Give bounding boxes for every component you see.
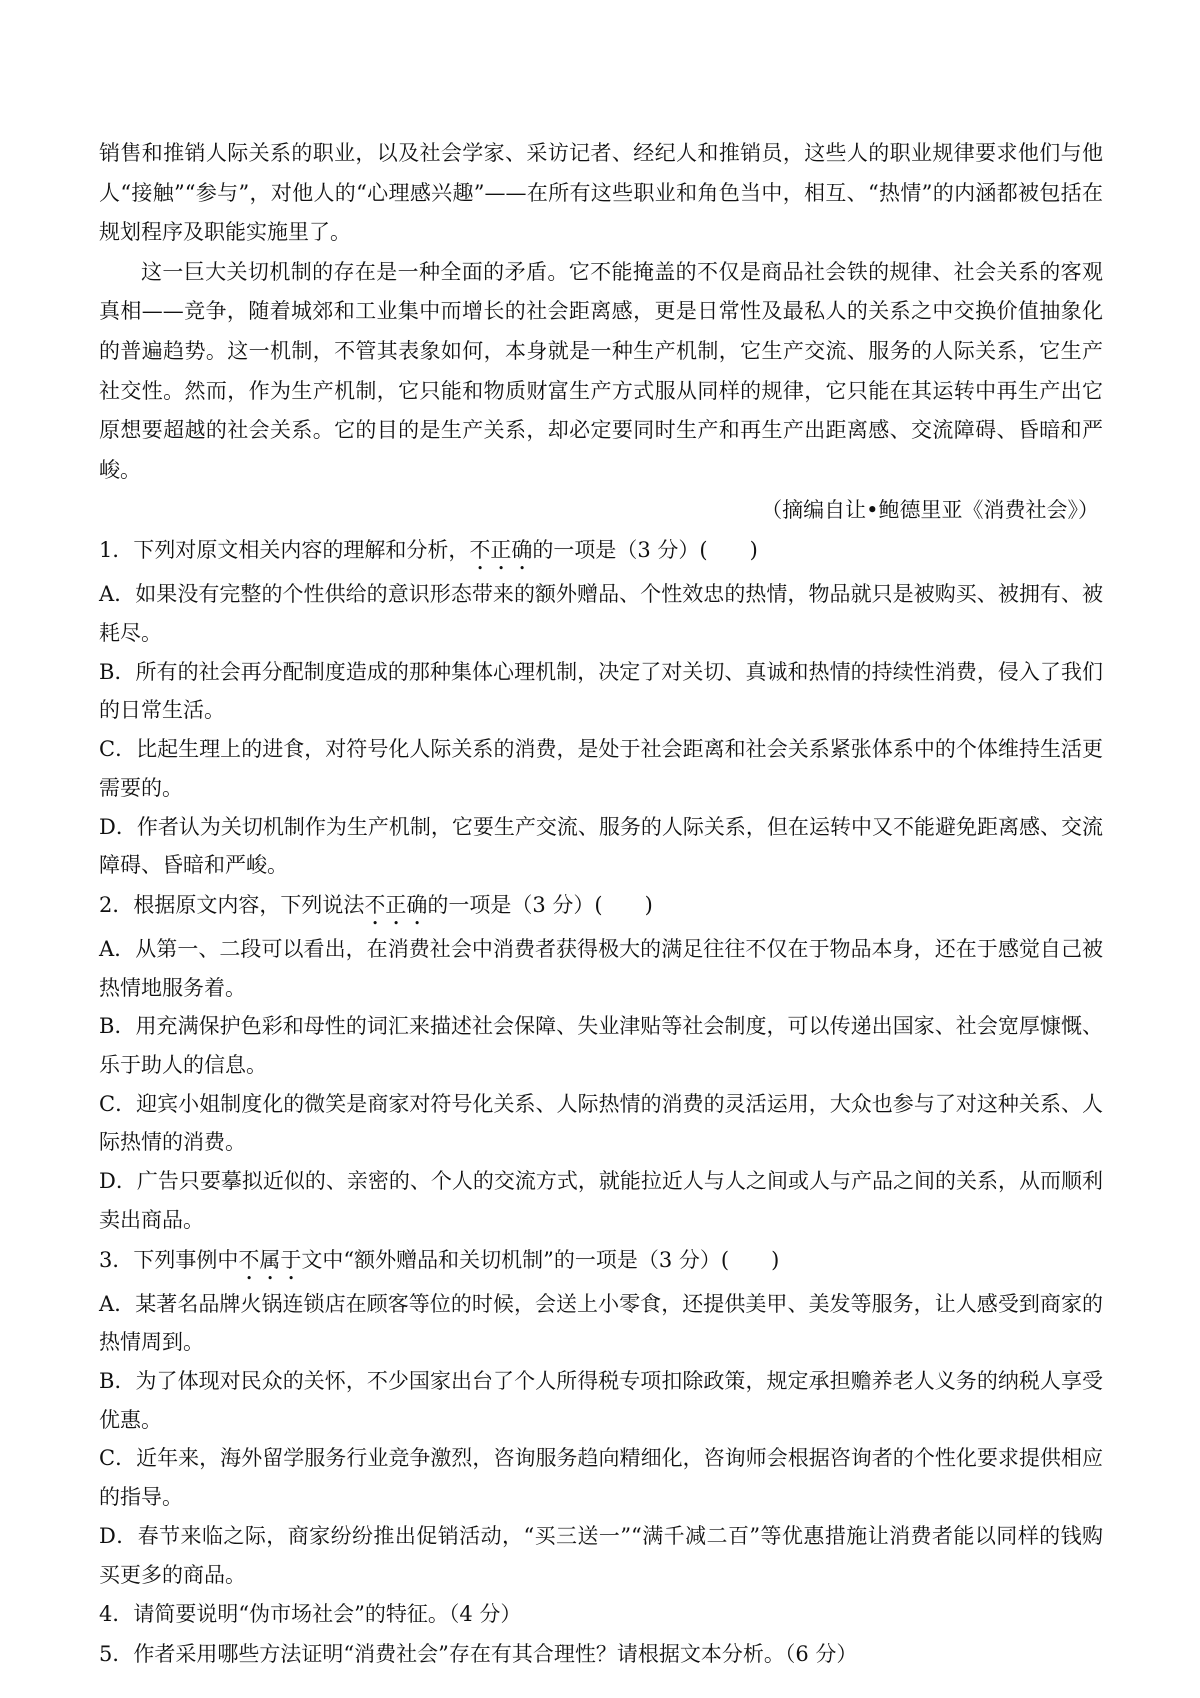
question-2-text: 2．根据原文内容，下列说法 bbox=[99, 892, 365, 917]
question-1-option-b: B．所有的社会再分配制度造成的那种集体心理机制，决定了对关切、真诚和热情的持续性消费，侵入了我们的日常生活。 bbox=[99, 659, 1103, 723]
question-3-text: 3．下列事例中 bbox=[99, 1247, 239, 1272]
passage-source: （摘编自让•鲍德里亚《消费社会》） bbox=[761, 498, 1099, 523]
question-1-text: 1．下列对原文相关内容的理解和分析， bbox=[99, 538, 470, 563]
question-1-tail: 的一项是（3 分）( ) bbox=[532, 538, 758, 563]
question-2-stem bbox=[99, 885, 1103, 930]
question-2-option-b: B．用充满保护色彩和母性的词汇来描述社会保障、失业津贴等社会制度，可以传递出国家、社会宽厚慷慨、乐于助人的信息。 bbox=[99, 1014, 1103, 1078]
exam-page bbox=[99, 134, 1103, 1674]
question-1-emphasis: 不正确 bbox=[469, 538, 533, 563]
question-1-option-c: C．比起生理上的进食，对符号化人际关系的消费，是处于社会距离和社会关系紧张体系中的个体维持生活更需要的。 bbox=[99, 737, 1103, 800]
question-3-option-a: A．某著名品牌火锅连锁店在顾客等位的时候，会送上小零食，还提供美甲、美发等服务，让人感受到商家的热情周到。 bbox=[99, 1291, 1103, 1355]
question-2-option-a: A．从第一、二段可以看出，在消费社会中消费者获得极大的满足往往不仅在于物品本身，还在于感觉自己被热情地服务着。 bbox=[99, 936, 1103, 1000]
question-4-stem: 4．请简要说明“伪市场社会”的特征。（4 分） bbox=[99, 1602, 522, 1627]
question-1-stem bbox=[99, 530, 1103, 575]
question-3-tail: 文中“额外赠品和关切机制”的一项是（3 分）( ) bbox=[301, 1247, 780, 1272]
question-3-emphasis: 不属于 bbox=[238, 1247, 302, 1272]
passage-paragraph-2: 这一巨大关切机制的存在是一种全面的矛盾。它不能掩盖的不仅是商品社会铁的规律、社会关系的客观真相——竞争，随着城郊和工业集中而增长的社会距离感，更是日常性及最私人的关系之中交换价值抽象化的普遍趋势。这一机制，不管其表象如何，本身就是一种生产机制，它生产交流、服务的人际关系，它生产社交性。然而，作为生产机制，它只能和物质财富生产方式服从同样的规律，它只能在其运转中再生产出它原想要超越的社会关系。它的目的是生产关系，却必定要同时生产和再生产出距离感、交流障碍、昏暗和严峻。 bbox=[99, 259, 1103, 482]
question-1-option-d: D．作者认为关切机制作为生产机制，它要生产交流、服务的人际关系，但在运转中又不能避免距离感、交流障碍、昏暗和严峻。 bbox=[99, 814, 1103, 878]
question-3-option-d: D．春节来临之际，商家纷纷推出促销活动，“买三送一”“满千减二百”等优惠措施让消费者能以同样的钱购买更多的商品。 bbox=[99, 1523, 1103, 1587]
question-3-stem bbox=[99, 1240, 1103, 1285]
question-2-option-c: C．迎宾小姐制度化的微笑是商家对符号化关系、人际热情的消费的灵活运用，大众也参与了对这种关系、人际热情的消费。 bbox=[99, 1091, 1103, 1155]
question-2-emphasis: 不正确 bbox=[364, 892, 428, 917]
question-1-option-a: A．如果没有完整的个性供给的意识形态带来的额外赠品、个性效忠的热情，物品就只是被购买、被拥有、被耗尽。 bbox=[99, 582, 1103, 646]
question-2-option-d: D．广告只要摹拟近似的、亲密的、个人的交流方式，就能拉近人与人之间或人与产品之间的关系，从而顺利卖出商品。 bbox=[99, 1169, 1103, 1232]
passage-paragraph-1: 销售和推销人际关系的职业，以及社会学家、采访记者、经纪人和推销员，这些人的职业规律要求他们与他人“接触”“参与”，对他人的“心理感兴趣”——在所有这些职业和角色当中，相互、“热情”的内涵都被包括在规划程序及职能实施里了。 bbox=[99, 141, 1103, 245]
question-5-stem: 5．作者采用哪些方法证明“消费社会”存在有其合理性？请根据文本分析。（6 分） bbox=[99, 1642, 858, 1667]
question-3-option-b: B．为了体现对民众的关怀，不少国家出台了个人所得税专项扣除政策，规定承担赡养老人义务的纳税人享受优惠。 bbox=[99, 1369, 1103, 1432]
question-2-tail: 的一项是（3 分）( ) bbox=[427, 892, 653, 917]
question-3-option-c: C．近年来，海外留学服务行业竞争激烈，咨询服务趋向精细化，咨询师会根据咨询者的个性化要求提供相应的指导。 bbox=[99, 1446, 1103, 1510]
